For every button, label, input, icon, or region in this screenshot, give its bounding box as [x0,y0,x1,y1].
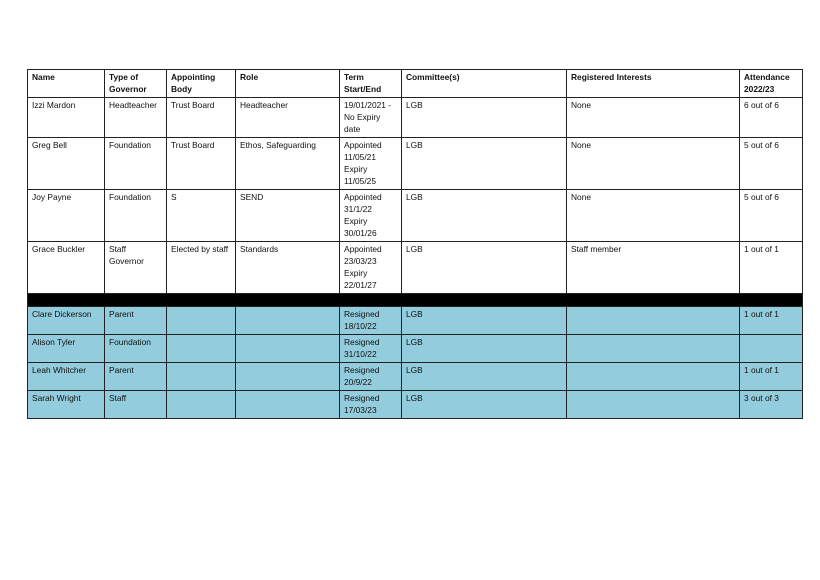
table-row [28,98,803,138]
cell-committees: LGB [402,242,567,294]
cell-appointing-body [167,363,236,391]
table-row [28,307,803,335]
cell-interests: None [567,138,740,190]
separator-row [28,294,803,307]
cell-type: Staff Governor [105,242,167,294]
cell-type: Headteacher [105,98,167,138]
header-row [28,70,803,98]
header-registered-interests: Registered Interests [567,70,740,98]
cell-appointing-body [167,391,236,419]
cell-role: SEND [236,190,340,242]
cell-appointing-body [167,335,236,363]
governors-table [27,69,803,419]
cell-term: Appointed 23/03/23 Expiry 22/01/27 [340,242,402,294]
cell-name: Alison Tyler [28,335,105,363]
cell-committees: LGB [402,98,567,138]
header-attendance: Attendance 2022/23 [740,70,803,98]
cell-committees: LGB [402,391,567,419]
cell-type: Staff [105,391,167,419]
cell-role: Standards [236,242,340,294]
cell-term: Resigned 31/10/22 [340,335,402,363]
separator-bar [28,294,803,307]
cell-type: Parent [105,363,167,391]
header-role: Role [236,70,340,98]
cell-term: 19/01/2021 - No Expiry date [340,98,402,138]
cell-interests [567,307,740,335]
cell-role: Headteacher [236,98,340,138]
cell-attendance: 1 out of 1 [740,363,803,391]
table-row [28,363,803,391]
cell-term: Appointed 11/05/21 Expiry 11/05/25 [340,138,402,190]
cell-role [236,335,340,363]
table-row [28,138,803,190]
cell-appointing-body: Trust Board [167,98,236,138]
cell-appointing-body: S [167,190,236,242]
cell-term: Resigned 20/9/22 [340,363,402,391]
cell-role [236,363,340,391]
cell-attendance: 3 out of 3 [740,391,803,419]
cell-role: Ethos, Safeguarding [236,138,340,190]
cell-attendance [740,335,803,363]
header-name: Name [28,70,105,98]
cell-name: Izzi Mardon [28,98,105,138]
cell-term: Resigned 17/03/23 [340,391,402,419]
cell-name: Greg Bell [28,138,105,190]
table-row [28,242,803,294]
cell-appointing-body: Trust Board [167,138,236,190]
cell-name: Joy Payne [28,190,105,242]
table-row [28,335,803,363]
cell-term: Appointed 31/1/22 Expiry 30/01/26 [340,190,402,242]
header-type-of-governor: Type of Governor [105,70,167,98]
header-term: Term Start/End [340,70,402,98]
cell-appointing-body: Elected by staff [167,242,236,294]
table-row [28,190,803,242]
cell-committees: LGB [402,190,567,242]
cell-term: Resigned 18/10/22 [340,307,402,335]
cell-type: Parent [105,307,167,335]
cell-attendance: 5 out of 6 [740,190,803,242]
cell-interests [567,335,740,363]
cell-type: Foundation [105,138,167,190]
cell-interests [567,363,740,391]
cell-role [236,307,340,335]
table-row [28,391,803,419]
cell-committees: LGB [402,335,567,363]
cell-name: Clare Dickerson [28,307,105,335]
cell-interests: None [567,98,740,138]
cell-interests [567,391,740,419]
cell-appointing-body [167,307,236,335]
cell-role [236,391,340,419]
cell-interests: Staff member [567,242,740,294]
cell-attendance: 1 out of 1 [740,307,803,335]
cell-committees: LGB [402,307,567,335]
header-appointing-body: Appointing Body [167,70,236,98]
cell-attendance: 6 out of 6 [740,98,803,138]
cell-type: Foundation [105,335,167,363]
cell-interests: None [567,190,740,242]
cell-name: Sarah Wright [28,391,105,419]
cell-name: Leah Whitcher [28,363,105,391]
cell-committees: LGB [402,363,567,391]
cell-attendance: 1 out of 1 [740,242,803,294]
cell-committees: LGB [402,138,567,190]
cell-type: Foundation [105,190,167,242]
cell-name: Grace Buckler [28,242,105,294]
cell-attendance: 5 out of 6 [740,138,803,190]
header-committees: Committee(s) [402,70,567,98]
